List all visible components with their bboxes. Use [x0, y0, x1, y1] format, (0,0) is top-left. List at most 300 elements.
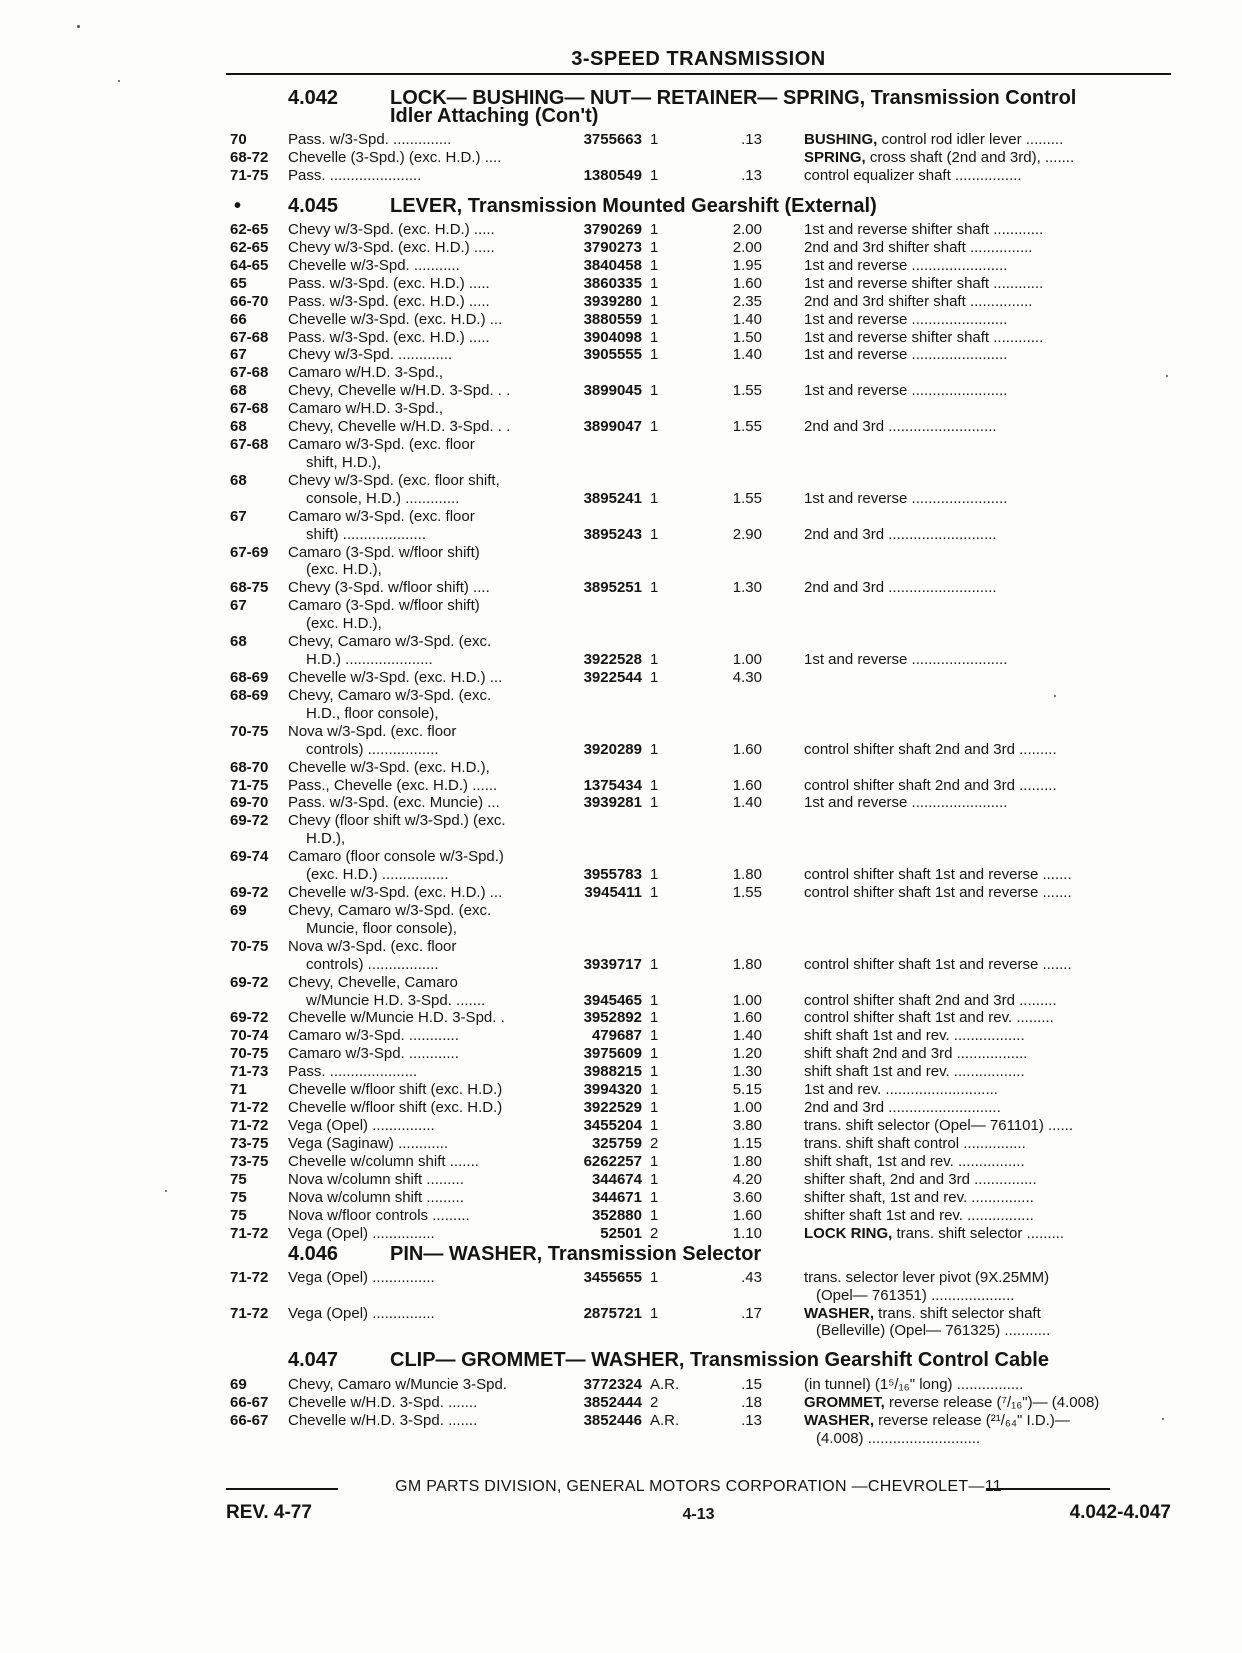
catalog-line: [226, 526, 1186, 544]
catalog-line: [226, 1430, 1186, 1448]
header-rule: [226, 73, 1171, 75]
scan-speck: [118, 80, 120, 82]
description-text: 1st and reverse shifter shaft ............: [804, 275, 1044, 292]
price: 2.90: [732, 526, 762, 543]
catalog-line: [226, 741, 1186, 759]
part-number: 3790273: [583, 239, 642, 256]
catalog-line: [226, 275, 1186, 293]
model-years: 70-75: [230, 938, 269, 955]
description-text: trans. selector lever pivot (9X.25MM): [804, 1269, 1050, 1286]
description: [804, 526, 997, 544]
application: Camaro w/3-Spd. ............: [288, 1027, 459, 1044]
application: Chevelle w/Muncie H.D. 3-Spd. .: [288, 1009, 505, 1026]
price: 1.55: [732, 418, 762, 435]
quantity: 1: [650, 1045, 659, 1062]
model-years: 67: [230, 597, 247, 614]
model-years: 62-65: [230, 221, 269, 238]
application: (exc. H.D.),: [306, 615, 382, 632]
quantity: 1: [650, 490, 659, 507]
catalog-line: [226, 777, 1186, 795]
section-title: PIN— WASHER, Transmission Selector: [390, 1243, 762, 1265]
catalog-line: [226, 974, 1186, 992]
quantity: 1: [650, 311, 659, 328]
description-keyword: SPRING,: [804, 149, 866, 166]
model-years: 65: [230, 275, 247, 292]
price: 1.60: [732, 777, 762, 794]
quantity: 1: [650, 669, 659, 686]
quantity: A.R.: [650, 1412, 680, 1429]
price: 1.60: [732, 741, 762, 758]
price: 1.00: [732, 651, 762, 668]
quantity: 1: [650, 1153, 659, 1170]
price: .13: [741, 1412, 762, 1429]
price: 1.55: [732, 382, 762, 399]
catalog-line: [226, 1189, 1186, 1207]
catalog-line: [226, 1153, 1186, 1171]
application: Vega (Opel) ...............: [288, 1117, 435, 1134]
catalog-line: [226, 454, 1186, 472]
description: [804, 382, 1007, 400]
price: 1.50: [732, 329, 762, 346]
description-keyword: WASHER,: [804, 1305, 875, 1322]
footer-publisher: GM PARTS DIVISION, GENERAL MOTORS CORPORATION —CHEVROLET—11: [395, 1478, 1002, 1495]
model-years: 66: [230, 311, 247, 328]
price: 1.30: [732, 1063, 762, 1080]
price: 4.30: [732, 669, 762, 686]
model-years: 69-72: [230, 812, 269, 829]
part-number: 3860335: [583, 275, 642, 292]
description: [804, 866, 1072, 884]
description-text: shifter shaft 1st and rev. ................: [804, 1207, 1034, 1224]
application: Pass. w/3-Spd. (exc. H.D.) .....: [288, 293, 490, 310]
price: 2.00: [732, 239, 762, 256]
part-number: 3952892: [583, 1009, 642, 1026]
part-number: 3955783: [583, 866, 642, 883]
price: .13: [741, 167, 762, 184]
description-text: control shifter shaft 1st and reverse .......: [804, 956, 1072, 973]
application: Chevelle w/H.D. 3-Spd. .......: [288, 1394, 478, 1411]
price: 1.40: [732, 794, 762, 811]
description: [816, 1322, 1050, 1340]
description-text: 2nd and 3rd ..........................: [804, 526, 997, 543]
description-text: control equalizer shaft ................: [804, 167, 1022, 184]
part-number: 3945411: [584, 884, 642, 901]
catalog-line: [226, 1099, 1186, 1117]
quantity: 1: [650, 866, 659, 883]
catalog-line: [226, 633, 1186, 651]
catalog-line: [226, 418, 1186, 436]
application: Chevelle w/floor shift (exc. H.D.): [288, 1081, 503, 1098]
catalog-line: [226, 1063, 1186, 1081]
catalog-line: [226, 723, 1186, 741]
section-title-continued: Idler Attaching (Con't): [390, 105, 599, 127]
price: .17: [741, 1305, 762, 1322]
catalog-line: [226, 561, 1186, 579]
part-number: 3880559: [583, 311, 642, 328]
application: Chevy, Camaro w/3-Spd. (exc.: [288, 633, 492, 650]
price: 1.15: [732, 1135, 762, 1152]
description: [804, 794, 1007, 812]
part-number: 3455204: [583, 1117, 642, 1134]
description-text: 2nd and 3rd shifter shaft ...............: [804, 239, 1033, 256]
quantity: 1: [650, 1305, 659, 1322]
description: [804, 1269, 1049, 1287]
part-number: 3899045: [583, 382, 642, 399]
catalog-line: [226, 311, 1186, 329]
catalog-line: [226, 669, 1186, 687]
model-years: 68-69: [230, 669, 269, 686]
application: Camaro w/3-Spd. (exc. floor: [288, 508, 475, 525]
application: controls) .................: [306, 956, 439, 973]
quantity: 1: [650, 579, 659, 596]
model-years: 67-68: [230, 436, 269, 453]
part-number: 1380549: [583, 167, 642, 184]
description: [804, 1394, 1099, 1412]
price: 1.55: [732, 884, 762, 901]
application: Chevy, Chevelle w/H.D. 3-Spd. . .: [288, 382, 511, 399]
model-years: 69-72: [230, 884, 269, 901]
price: .43: [741, 1269, 762, 1286]
quantity: 1: [650, 1027, 659, 1044]
model-years: 67-68: [230, 364, 269, 381]
model-years: 68-70: [230, 759, 269, 776]
model-years: 68: [230, 418, 247, 435]
application: Chevelle w/column shift .......: [288, 1153, 479, 1170]
section-number: 4.045: [288, 195, 339, 217]
application: (exc. H.D.),: [306, 561, 382, 578]
quantity: 1: [650, 221, 659, 238]
catalog-line: [226, 1117, 1186, 1135]
description-text: 1st and reverse .......................: [804, 382, 1008, 399]
scan-speck: [77, 25, 80, 28]
description: [804, 1153, 1025, 1171]
catalog-line: [226, 364, 1186, 382]
price: 1.40: [732, 346, 762, 363]
description-text: 1st and reverse .......................: [804, 794, 1008, 811]
part-number: 3840458: [583, 257, 642, 274]
description-text: control shifter shaft 2nd and 3rd .........: [804, 992, 1057, 1009]
catalog-line: [226, 848, 1186, 866]
model-years: 69: [230, 1376, 247, 1393]
application: Pass. .....................: [288, 1063, 418, 1080]
description: [804, 777, 1057, 795]
description: [804, 1045, 1027, 1063]
quantity: 1: [650, 1269, 659, 1286]
description: [804, 329, 1043, 347]
application: Camaro w/3-Spd. (exc. floor: [288, 436, 475, 453]
description: [804, 311, 1007, 329]
price: 1.30: [732, 579, 762, 596]
price: 1.55: [732, 490, 762, 507]
description-keyword: GROMMET,: [804, 1394, 885, 1411]
description: [804, 1171, 1037, 1189]
scan-speck: [1166, 375, 1168, 377]
model-years: 68: [230, 472, 247, 489]
application: Chevelle w/3-Spd. (exc. H.D.) ...: [288, 669, 503, 686]
application: Camaro (floor console w/3-Spd.): [288, 848, 504, 865]
price: 1.60: [732, 1207, 762, 1224]
catalog-line: [226, 884, 1186, 902]
catalog-line: [226, 544, 1186, 562]
catalog-line: [226, 293, 1186, 311]
quantity: 2: [650, 1225, 659, 1242]
price: .15: [741, 1376, 762, 1393]
price: 4.20: [732, 1171, 762, 1188]
price: 1.40: [732, 311, 762, 328]
model-years: 70: [230, 131, 247, 148]
part-number: 3920289: [583, 741, 642, 758]
description: [804, 741, 1057, 759]
part-number: 344674: [591, 1171, 642, 1188]
quantity: 1: [650, 884, 659, 901]
catalog-line: [226, 1322, 1186, 1340]
application: controls) .................: [306, 741, 439, 758]
quantity: 1: [650, 794, 659, 811]
description: [804, 579, 997, 597]
catalog-line: [226, 472, 1186, 490]
model-years: 67-69: [230, 544, 269, 561]
description: [804, 956, 1072, 974]
price: .18: [741, 1394, 762, 1411]
description-text: (4.008) ...........................: [816, 1430, 981, 1447]
application: Camaro w/3-Spd. ............: [288, 1045, 459, 1062]
description: [804, 257, 1007, 275]
scan-speck: [165, 1190, 167, 1192]
catalog-line: [226, 490, 1186, 508]
catalog-line: [226, 149, 1186, 167]
description-text: 2nd and 3rd ...........................: [804, 1099, 1001, 1116]
description: [804, 884, 1072, 902]
description-text: trans. shift shaft control ...............: [804, 1135, 1026, 1152]
description-keyword: LOCK RING,: [804, 1225, 893, 1242]
section-number: 4.042: [288, 87, 339, 109]
quantity: 1: [650, 346, 659, 363]
application: Chevelle w/3-Spd. (exc. H.D.),: [288, 759, 490, 776]
quantity: 1: [650, 1081, 659, 1098]
description-text: shift shaft, 1st and rev. ................: [804, 1153, 1025, 1170]
application: Muncie, floor console),: [306, 920, 457, 937]
quantity: 1: [650, 1063, 659, 1080]
description-text: 2nd and 3rd ..........................: [804, 579, 997, 596]
application: Camaro w/H.D. 3-Spd.,: [288, 364, 444, 381]
description: [804, 131, 1063, 149]
quantity: 1: [650, 275, 659, 292]
quantity: 1: [650, 329, 659, 346]
price: 1.40: [732, 1027, 762, 1044]
price: 1.20: [732, 1045, 762, 1062]
application: shift) ....................: [306, 526, 427, 543]
description-text: 1st and reverse shifter shaft ............: [804, 221, 1044, 238]
catalog-line: [226, 1225, 1186, 1243]
catalog-line: [226, 1027, 1186, 1045]
application: Pass. w/3-Spd. (exc. H.D.) .....: [288, 275, 490, 292]
quantity: 1: [650, 1171, 659, 1188]
description-text: (Opel— 761351) ....................: [816, 1287, 1015, 1304]
catalog-line: [226, 794, 1186, 812]
model-years: 71-75: [230, 167, 269, 184]
scan-speck: [1162, 1418, 1164, 1420]
description-text: (in tunnel) (1⁵/₁₆" long) ................: [804, 1376, 1024, 1393]
catalog-line: [226, 938, 1186, 956]
part-number: 2875721: [583, 1305, 642, 1322]
description: [804, 275, 1043, 293]
part-number: 3899047: [583, 418, 642, 435]
catalog-line: [226, 1412, 1186, 1430]
model-years: 69: [230, 902, 247, 919]
footer-page-number: 4-13: [682, 1506, 715, 1523]
application: Pass. w/3-Spd. (exc. H.D.) .....: [288, 329, 490, 346]
catalog-line: [226, 167, 1186, 185]
part-number: 52501: [600, 1225, 642, 1242]
quantity: 1: [650, 1117, 659, 1134]
quantity: 1: [650, 1099, 659, 1116]
part-number: 3939281: [583, 794, 642, 811]
description-keyword: WASHER,: [804, 1412, 875, 1429]
description: [804, 221, 1043, 239]
application: Chevelle w/floor shift (exc. H.D.): [288, 1099, 503, 1116]
description-text: cross shaft (2nd and 3rd), .......: [865, 149, 1075, 166]
application: w/Muncie H.D. 3-Spd. .......: [306, 992, 486, 1009]
model-years: 68-72: [230, 149, 269, 166]
description: [804, 418, 997, 436]
section-title: LEVER, Transmission Mounted Gearshift (External): [390, 195, 877, 217]
application: Chevy w/3-Spd. (exc. H.D.) .....: [288, 239, 495, 256]
description: [804, 1376, 1023, 1394]
application: Chevy, Chevelle, Camaro: [288, 974, 458, 991]
quantity: 2: [650, 1394, 659, 1411]
price: 1.60: [732, 275, 762, 292]
catalog-line: [226, 1376, 1186, 1394]
application: Chevy, Chevelle w/H.D. 3-Spd. . .: [288, 418, 511, 435]
application: Chevy (floor shift w/3-Spd.) (exc.: [288, 812, 506, 829]
application: H.D., floor console),: [306, 705, 439, 722]
description-text: 1st and reverse .......................: [804, 346, 1008, 363]
description: [804, 293, 1032, 311]
model-years: 71-75: [230, 777, 269, 794]
quantity: 1: [650, 167, 659, 184]
description-text: 1st and rev. ...........................: [804, 1081, 998, 1098]
catalog-line: [226, 1287, 1186, 1305]
part-number: 3895243: [583, 526, 642, 543]
description-text: 1st and reverse .......................: [804, 311, 1008, 328]
model-years: 64-65: [230, 257, 269, 274]
model-years: 69-74: [230, 848, 269, 865]
description: [804, 1135, 1026, 1153]
part-number: 3772324: [583, 1376, 642, 1393]
model-years: 70-75: [230, 1045, 269, 1062]
quantity: 1: [650, 418, 659, 435]
model-years: 75: [230, 1171, 247, 1188]
model-years: 71-72: [230, 1269, 269, 1286]
description: [804, 1081, 998, 1099]
catalog-line: [226, 1207, 1186, 1225]
catalog-line: [226, 902, 1186, 920]
description: [816, 1430, 980, 1448]
price: 2.35: [732, 293, 762, 310]
description: [804, 992, 1057, 1010]
application: Pass. w/3-Spd. (exc. Muncie) ...: [288, 794, 500, 811]
catalog-line: [226, 239, 1186, 257]
model-years: 67: [230, 508, 247, 525]
application: Chevelle (3-Spd.) (exc. H.D.) ....: [288, 149, 502, 166]
part-number: 3922529: [583, 1099, 642, 1116]
application: Chevy (3-Spd. w/floor shift) ....: [288, 579, 490, 596]
part-number: 6262257: [583, 1153, 642, 1170]
catalog-line: [226, 651, 1186, 669]
model-years: 66-67: [230, 1412, 269, 1429]
catalog-line: [226, 1081, 1186, 1099]
catalog-line: [226, 508, 1186, 526]
application: Chevy w/3-Spd. .............: [288, 346, 453, 363]
model-years: 71-72: [230, 1225, 269, 1242]
description-text: shift shaft 1st and rev. .................: [804, 1063, 1025, 1080]
part-number: 3975609: [583, 1045, 642, 1062]
part-number: 3895241: [583, 490, 642, 507]
application: Camaro (3-Spd. w/floor shift): [288, 597, 480, 614]
catalog-line: [226, 759, 1186, 777]
description: [816, 1287, 1014, 1305]
catalog-line: [226, 400, 1186, 418]
catalog-line: [226, 257, 1186, 275]
quantity: 1: [650, 526, 659, 543]
price: 1.80: [732, 866, 762, 883]
application: Camaro (3-Spd. w/floor shift): [288, 544, 480, 561]
application: Chevy, Camaro w/Muncie 3-Spd.: [288, 1376, 507, 1393]
description-text: shift shaft 1st and rev. .................: [804, 1027, 1025, 1044]
model-years: 71: [230, 1081, 247, 1098]
catalog-line: [226, 329, 1186, 347]
model-years: 75: [230, 1207, 247, 1224]
quantity: 1: [650, 239, 659, 256]
quantity: 2: [650, 1135, 659, 1152]
price: 5.15: [732, 1081, 762, 1098]
application: Pass. w/3-Spd. ..............: [288, 131, 452, 148]
catalog-line: [226, 1045, 1186, 1063]
price: 1.80: [732, 956, 762, 973]
description-text: control rod idler lever .........: [877, 131, 1064, 148]
quantity: 1: [650, 1189, 659, 1206]
description-text: control shifter shaft 2nd and 3rd .........: [804, 741, 1057, 758]
model-years: 71-72: [230, 1117, 269, 1134]
description: [804, 1189, 1034, 1207]
quantity: 1: [650, 382, 659, 399]
catalog-line: [226, 436, 1186, 454]
application: H.D.) .....................: [306, 651, 433, 668]
model-years: 68: [230, 382, 247, 399]
application: Vega (Opel) ...............: [288, 1225, 435, 1242]
description-text: reverse release (⁷/₁₆")— (4.008): [884, 1394, 1100, 1411]
model-years: 70-74: [230, 1027, 269, 1044]
catalog-line: [226, 956, 1186, 974]
description-text: shifter shaft, 2nd and 3rd ...............: [804, 1171, 1037, 1188]
description-text: 2nd and 3rd shifter shaft ...............: [804, 293, 1033, 310]
model-years: 69-70: [230, 794, 269, 811]
application: shift, H.D.),: [306, 454, 382, 471]
description-text: reverse release (²¹/₆₄" I.D.)—: [874, 1412, 1070, 1429]
quantity: 1: [650, 257, 659, 274]
catalog-line: [226, 597, 1186, 615]
part-number: 479687: [591, 1027, 642, 1044]
model-years: 70-75: [230, 723, 269, 740]
description-text: trans. shift selector .........: [892, 1225, 1065, 1242]
description: [804, 651, 1007, 669]
scan-speck: [1054, 695, 1056, 697]
footer-section-range: 4.042-4.047: [1069, 1502, 1171, 1523]
price: 1.80: [732, 1153, 762, 1170]
application: Nova w/3-Spd. (exc. floor: [288, 723, 457, 740]
page-header: 3-SPEED TRANSMISSION: [571, 48, 826, 70]
model-years: 69-72: [230, 974, 269, 991]
